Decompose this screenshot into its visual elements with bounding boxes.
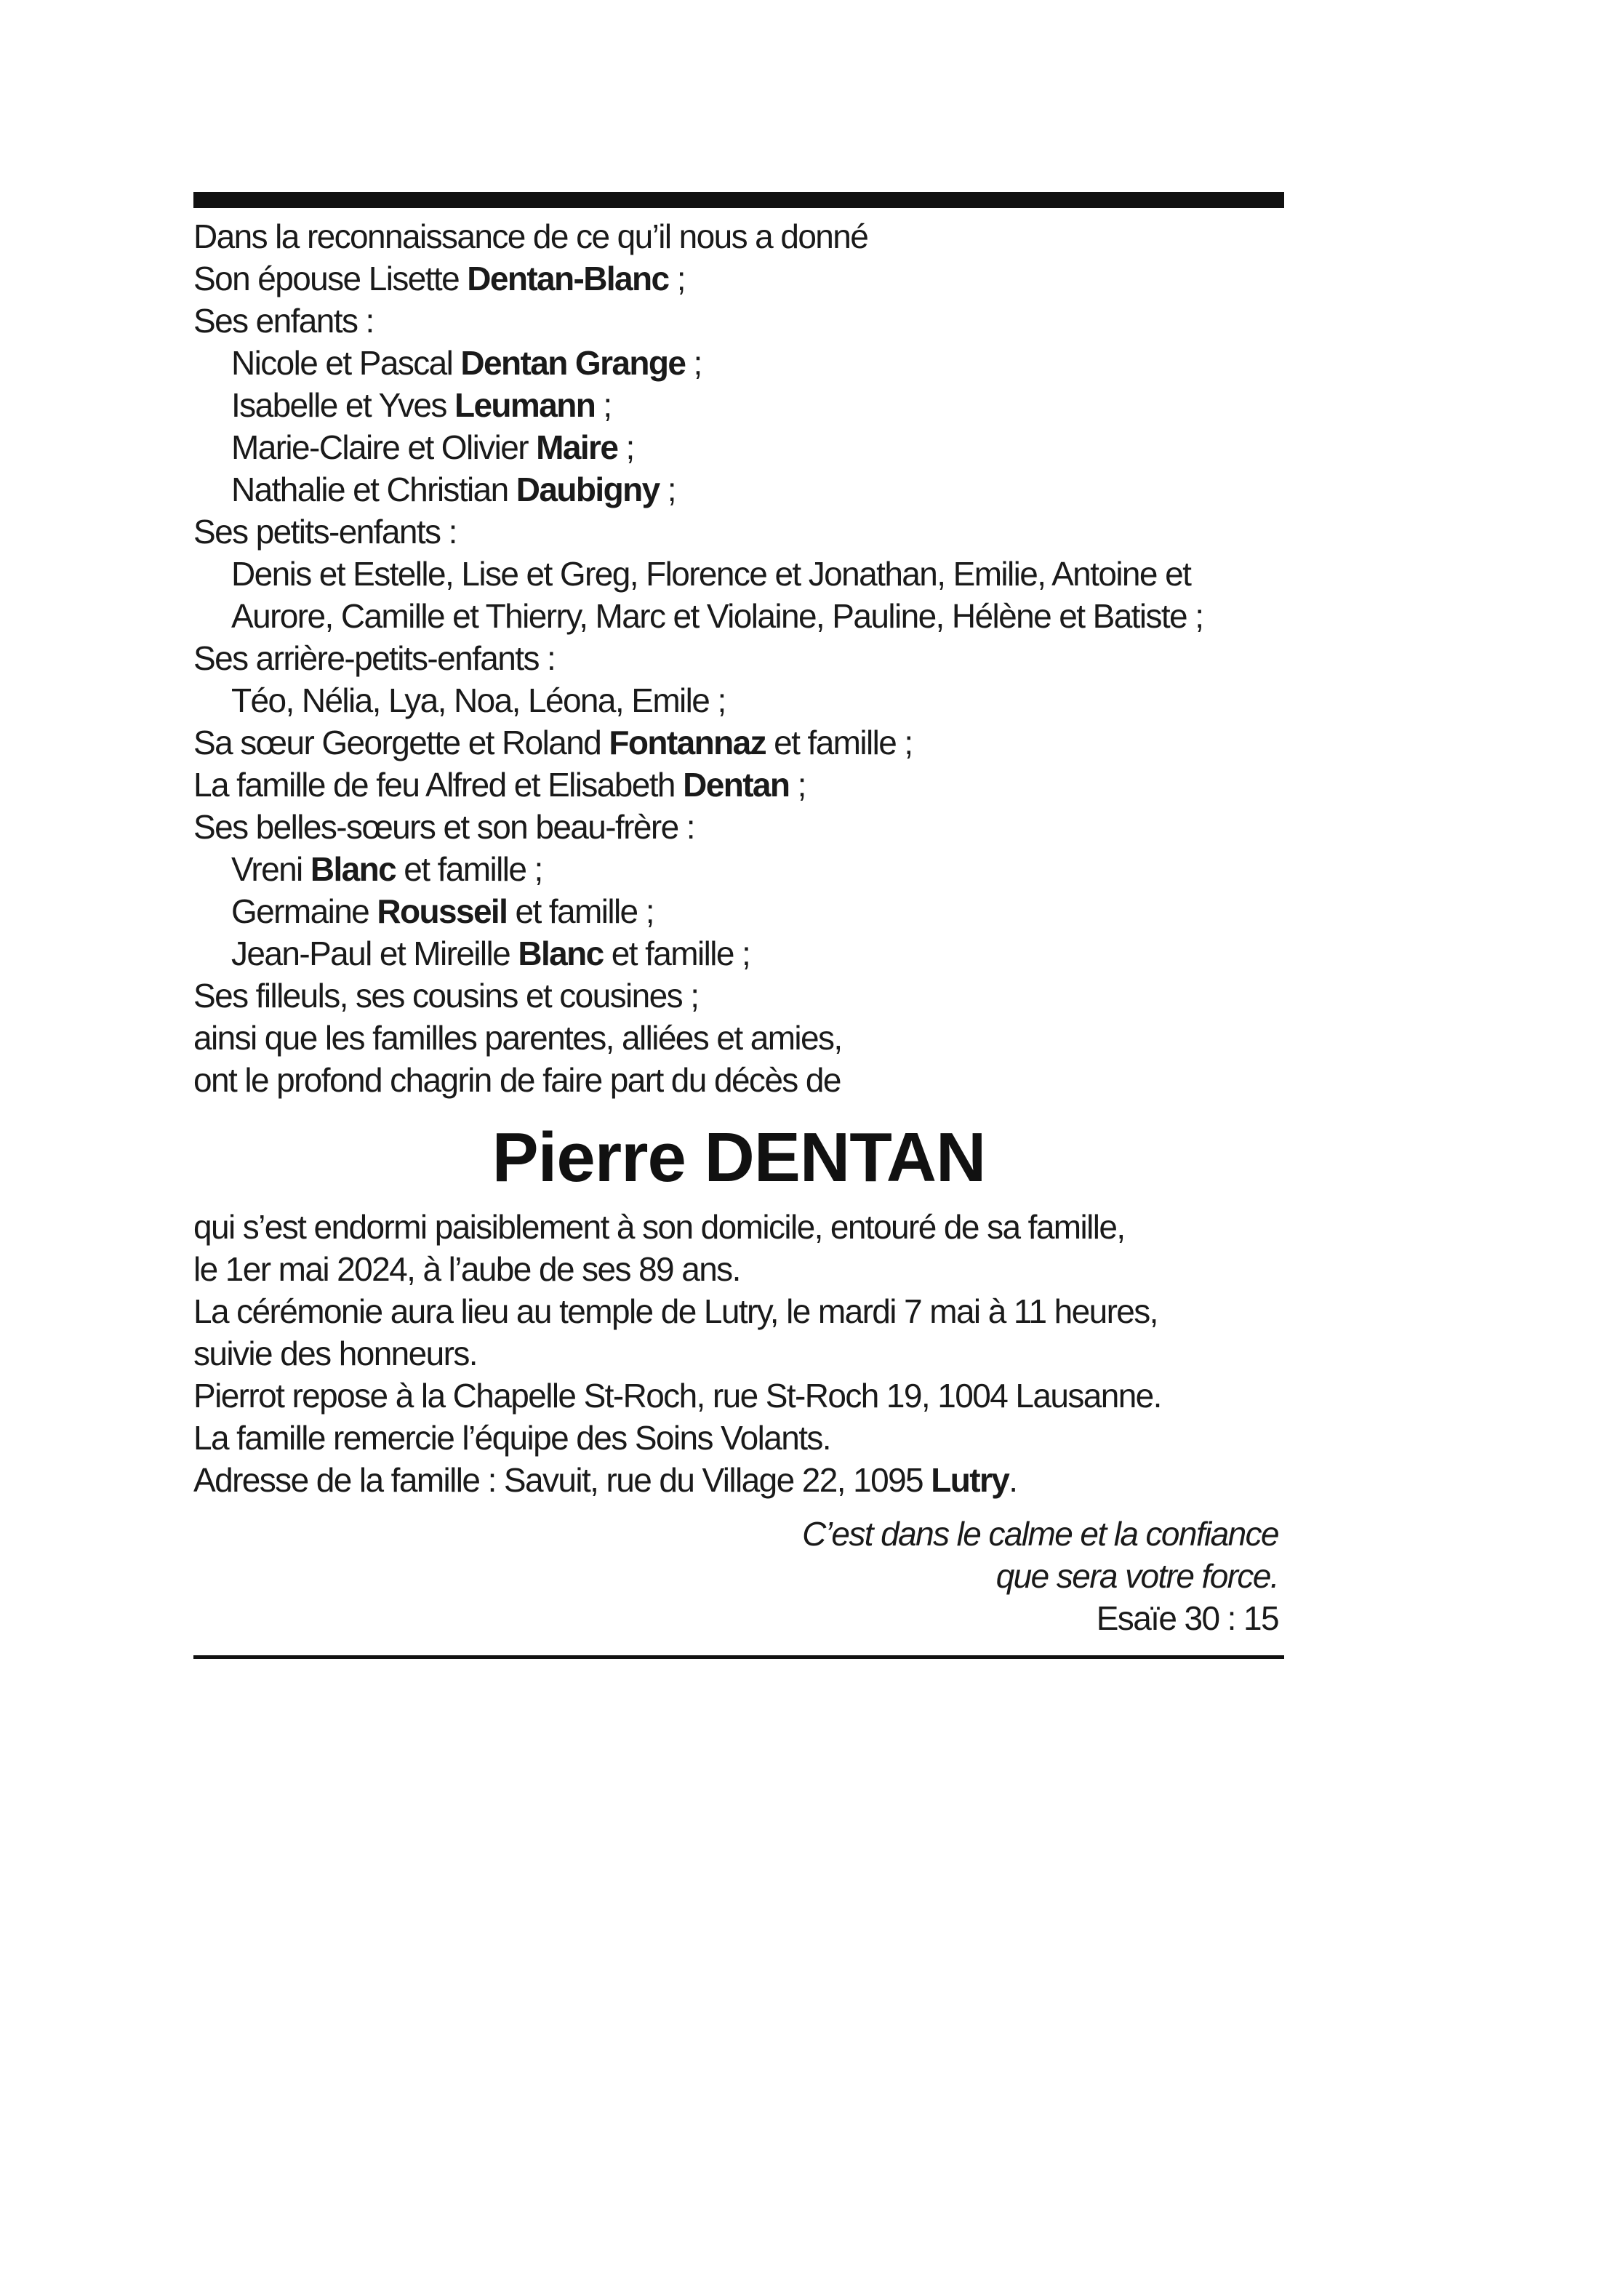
verse-line: C’est dans le calme et la confiance <box>802 1515 1278 1553</box>
family-name: Dentan <box>683 766 790 804</box>
grandchildren-line: Denis et Estelle, Lise et Greg, Florence et Jonathan, Emilie, Antoine et <box>231 555 1191 593</box>
details-line: La cérémonie aura lieu au temple de Lutry, le mardi 7 mai à 11 heures, <box>193 1292 1158 1330</box>
family-name: Leumann <box>454 386 596 424</box>
family-name: Daubigny <box>516 471 660 508</box>
verse-line: que sera votre force. <box>995 1557 1278 1595</box>
details-line: Pierrot repose à la Chapelle St-Roch, rue St-Roch 19, 1004 Lausanne. <box>193 1377 1161 1415</box>
great-grandchildren-line: Téo, Nélia, Lya, Noa, Léona, Emile ; <box>231 681 726 719</box>
children-label: Ses enfants : <box>193 302 374 340</box>
child-line: Nathalie et Christian Daubigny ; <box>231 471 676 508</box>
great-grandchildren-label: Ses arrière-petits-enfants : <box>193 639 556 677</box>
details-line: qui s’est endormi paisiblement à son domicile, entouré de sa famille, <box>193 1208 1125 1246</box>
inlaw-line: Germaine Rousseil et famille ; <box>231 892 654 930</box>
grandchildren-label: Ses petits-enfants : <box>193 513 457 551</box>
family-name: Dentan-Blanc <box>467 260 669 297</box>
details-line: La famille remercie l’équipe des Soins Volants. <box>193 1419 830 1457</box>
spouse-line: Son épouse Lisette Dentan-Blanc ; <box>193 260 685 297</box>
address-line: Adresse de la famille : Savuit, rue du Village 22, 1095 Lutry. <box>193 1461 1017 1499</box>
family-name: Rousseil <box>377 892 508 930</box>
obituary-notice <box>193 192 1284 1659</box>
top-rule <box>193 192 1284 208</box>
family-name: Blanc <box>310 850 396 888</box>
intro-line: Dans la reconnaissance de ce qu’il nous a donné <box>193 217 868 255</box>
family-name: Maire <box>536 428 618 466</box>
inlaw-line: Vreni Blanc et famille ; <box>231 850 542 888</box>
details-line: suivie des honneurs. <box>193 1335 477 1372</box>
inlaw-line: Jean-Paul et Mireille Blanc et famille ; <box>231 935 750 972</box>
child-line: Nicole et Pascal Dentan Grange ; <box>231 344 702 382</box>
closing-line: Ses filleuls, ses cousins et cousines ; <box>193 977 699 1015</box>
child-line: Isabelle et Yves Leumann ; <box>231 386 612 424</box>
family-name: Dentan Grange <box>460 344 686 382</box>
late-family-line: La famille de feu Alfred et Elisabeth Dentan ; <box>193 766 806 804</box>
family-name: Fontannaz <box>609 724 766 761</box>
sister-line: Sa sœur Georgette et Roland Fontannaz et famille ; <box>193 724 913 761</box>
inlaws-label: Ses belles-sœurs et son beau-frère : <box>193 808 694 846</box>
deceased-name: Pierre DENTAN <box>492 1119 986 1196</box>
bottom-rule <box>193 1655 1284 1659</box>
verse-reference: Esaïe 30 : 15 <box>1096 1599 1278 1637</box>
closing-line: ainsi que les familles parentes, alliées et amies, <box>193 1019 842 1057</box>
town-name: Lutry <box>931 1461 1009 1499</box>
closing-line: ont le profond chagrin de faire part du décès de <box>193 1061 841 1099</box>
child-line: Marie-Claire et Olivier Maire ; <box>231 428 634 466</box>
details-line: le 1er mai 2024, à l’aube de ses 89 ans. <box>193 1250 740 1288</box>
grandchildren-line: Aurore, Camille et Thierry, Marc et Violaine, Pauline, Hélène et Batiste ; <box>231 597 1203 635</box>
family-name: Blanc <box>518 935 604 972</box>
